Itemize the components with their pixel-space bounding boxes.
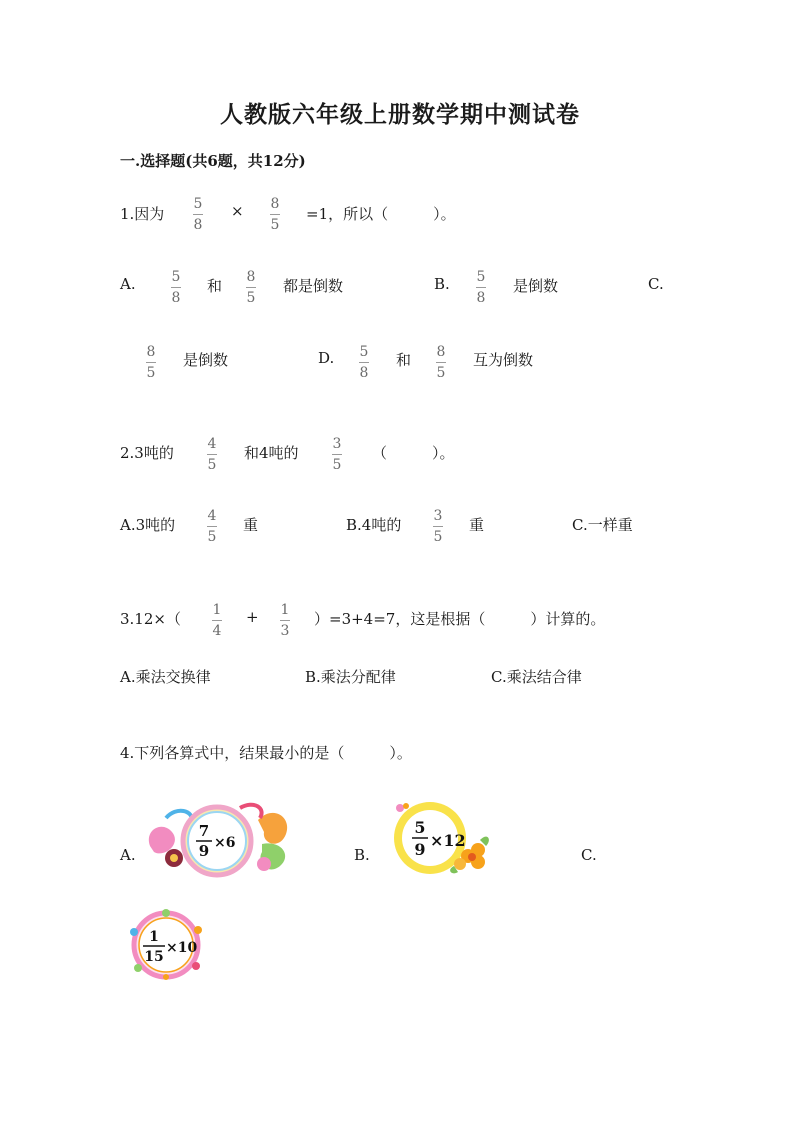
option-a-text: 重 bbox=[243, 516, 259, 534]
option-b: B.乘法分配律 bbox=[305, 668, 396, 686]
fraction: 5 8 bbox=[171, 269, 181, 306]
question-3-prefix: 3.12×（ bbox=[120, 610, 181, 628]
option-d-label: D. bbox=[318, 349, 335, 367]
badge-denominator: 9 bbox=[414, 840, 426, 859]
ribbon-swirl-icon bbox=[149, 827, 175, 854]
fraction: 3 5 bbox=[433, 508, 443, 545]
question-2-prefix: 2.3吨的 bbox=[120, 444, 174, 462]
badge-multiplier: ×12 bbox=[430, 831, 466, 850]
option-c-text: C.一样重 bbox=[572, 516, 633, 534]
question-3-suffix: ）=3+4=7，这是根据（ ）计算的。 bbox=[314, 610, 606, 628]
badge-numerator: 5 bbox=[414, 818, 426, 837]
flower-icon bbox=[257, 857, 271, 871]
badge-multiplier: ×6 bbox=[214, 835, 236, 851]
option-c-label: C. bbox=[581, 846, 597, 864]
fraction: 4 5 bbox=[207, 508, 217, 545]
question-4-prompt: 4.下列各算式中，结果最小的是（ ）。 bbox=[120, 744, 412, 762]
option-a-label: A.3吨的 bbox=[120, 516, 176, 534]
badge-denominator: 15 bbox=[144, 949, 164, 965]
fraction: 3 5 bbox=[332, 436, 342, 473]
question-1-text: =1，所以（ ）。 bbox=[306, 205, 456, 223]
fraction: 8 5 bbox=[436, 344, 446, 381]
option-a-flower-badge bbox=[142, 800, 292, 882]
question-2-blank: （ ）。 bbox=[372, 444, 455, 462]
question-2-mid: 和4吨的 bbox=[244, 444, 299, 462]
times-sign: × bbox=[231, 202, 244, 220]
option-a-label: A. bbox=[120, 275, 136, 293]
fraction: 5 8 bbox=[476, 269, 486, 306]
option-b-label: B. bbox=[354, 846, 370, 864]
option-a-he: 和 bbox=[207, 277, 223, 295]
page-title: 人教版六年级上册数学期中测试卷 bbox=[220, 101, 580, 128]
badge-multiplier: ×10 bbox=[166, 940, 198, 956]
option-c-label: C. bbox=[648, 275, 664, 293]
option-c-flower-badge bbox=[126, 908, 206, 980]
option-d-text: 互为倒数 bbox=[473, 351, 534, 369]
option-c: C.乘法结合律 bbox=[491, 668, 582, 686]
fraction: 8 5 bbox=[270, 196, 280, 233]
option-a-text: 都是倒数 bbox=[283, 277, 344, 295]
option-a: A.乘法交换律 bbox=[120, 668, 211, 686]
option-b-flower-badge bbox=[382, 800, 492, 876]
fraction: 5 8 bbox=[193, 196, 203, 233]
option-c-text: 是倒数 bbox=[183, 351, 229, 369]
option-a-label: A. bbox=[120, 846, 136, 864]
badge-numerator: 7 bbox=[198, 822, 210, 840]
plus-sign: + bbox=[246, 608, 259, 626]
fraction: 1 3 bbox=[280, 602, 290, 639]
option-d-he: 和 bbox=[396, 351, 412, 369]
section-heading: 一.选择题(共6题，共12分) bbox=[120, 152, 306, 170]
option-b-text: 重 bbox=[469, 516, 485, 534]
option-b-text: 是倒数 bbox=[513, 277, 559, 295]
fraction: 8 5 bbox=[146, 344, 156, 381]
question-1-prefix: 1.因为 bbox=[120, 205, 165, 223]
fraction: 5 8 bbox=[359, 344, 369, 381]
badge-denominator: 9 bbox=[198, 842, 210, 860]
fraction: 4 5 bbox=[207, 436, 217, 473]
fraction: 1 4 bbox=[212, 602, 222, 639]
option-b-label: B.4吨的 bbox=[346, 516, 402, 534]
option-b-label: B. bbox=[434, 275, 450, 293]
fraction: 8 5 bbox=[246, 269, 256, 306]
badge-numerator: 1 bbox=[149, 929, 159, 945]
